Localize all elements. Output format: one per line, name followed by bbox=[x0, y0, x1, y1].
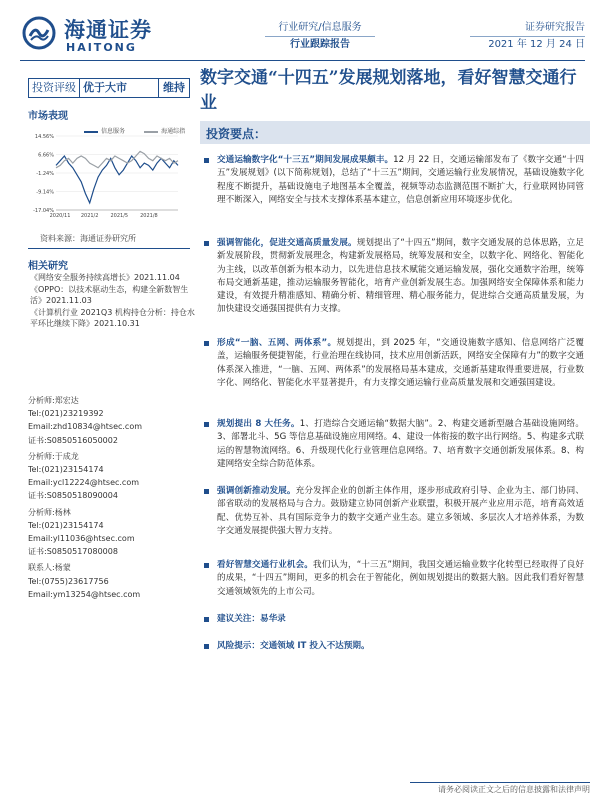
contact-name: 联系人:杨蒙 bbox=[28, 563, 71, 573]
report-category bbox=[265, 20, 375, 53]
key-point-paragraph bbox=[204, 485, 584, 538]
analyst-email[interactable]: Email:ycl12224@htsec.com bbox=[28, 478, 140, 488]
key-point-lead: 规划提出 8 大任务。 bbox=[217, 419, 300, 429]
market-chart bbox=[28, 130, 198, 222]
analyst-cert: 证书:S0850517080008 bbox=[28, 547, 118, 557]
header-divider bbox=[20, 60, 585, 61]
analyst-tel: Tel:(021)23154174 bbox=[28, 520, 104, 530]
bullet-icon bbox=[204, 644, 209, 649]
key-point-lead: 形成“一脑、五网、两体系”。 bbox=[217, 338, 337, 348]
y-tick-label: 6.66% bbox=[38, 152, 54, 159]
risk-warning bbox=[204, 640, 584, 653]
analyst-cert: 证书:S0850516050002 bbox=[28, 435, 118, 445]
logo-chinese-name: 海通证券 bbox=[64, 17, 152, 42]
report-title: 数字交通“十四五”发展规划落地，看好智慧交通行业 bbox=[200, 68, 577, 113]
key-point-body: 充分发挥企业的创新主体作用，逐步形成政府引导、企业为主、部门协同、部省联动的发展格局与合力。鼓励建立协同创新产业联盟，积极开展产业应用示范，培育高效适配、优势互补、具有国际竞争力的数字交通产业生态。建立多领域、多层次人才培养体系，为数字交通发展提供强大智力支持。 bbox=[217, 486, 584, 536]
bullet-icon bbox=[204, 158, 209, 163]
key-point-lead: 交通运输数字化“十三五”期间发展成果颇丰。 bbox=[217, 155, 394, 165]
y-tick-label: -17.04% bbox=[33, 208, 54, 214]
legend-haitong-index: 海通综指 bbox=[161, 128, 186, 135]
key-point-body: 1、打造综合交通运输“数据大脑”。2、构建交通新型融合基础设施网络。3、部署北斗、5G 等信息基础设施应用网络。4、建设一体衔接的数字出行网络。5、构建多式联运的智慧物流网络。6、升级现代化行业管理信息网络。7、培育数字交通创新发展体系。8、构建网络安全综合防范体系。 bbox=[217, 419, 585, 469]
y-tick-label: 14.56% bbox=[34, 134, 54, 140]
key-point-body: 12 月 22 日，交通运输部发布了《数字交通“十四五”发展规划》(以下简称规划)，总结了“十三五”期间，交通运输行业发展情况，基础设施数字化程度不断提升，基础设施电子地图基本全覆盖，视频等动态监测范围不断扩大，行业联网协同管理不断深入，网络安全与技术支撑体系基本建立，信息创新应用环境逐步优化。 bbox=[217, 155, 584, 205]
analyst-name: 分析师:郑宏达 bbox=[28, 396, 79, 405]
legend-info-service: 信息服务 bbox=[101, 128, 126, 135]
risk-lead: 风险提示： bbox=[217, 641, 260, 651]
logo-english-name: HAITONG bbox=[66, 41, 137, 54]
analyst-email[interactable]: Email:zhd10834@htsec.com bbox=[28, 422, 143, 432]
contact-tel: Tel:(0755)23617756 bbox=[28, 576, 109, 586]
key-point-lead: 强调智能化，促进交通高质量发展。 bbox=[217, 238, 357, 248]
key-points-heading: 投资要点： bbox=[206, 127, 267, 141]
x-tick-label: 2021/8 bbox=[140, 213, 158, 219]
analyst-name: 分析师:杨林 bbox=[28, 507, 71, 517]
left-divider bbox=[28, 248, 190, 249]
analyst-list bbox=[28, 394, 198, 601]
bullet-icon bbox=[204, 489, 209, 494]
related-heading: 相关研究 bbox=[28, 261, 68, 272]
rating-value: 优于大市 bbox=[79, 79, 130, 97]
x-tick-label: 2020/11 bbox=[49, 213, 71, 219]
contact-email[interactable]: Email:ym13254@htsec.com bbox=[28, 589, 141, 599]
recommendation bbox=[204, 613, 584, 626]
bullet-icon bbox=[204, 422, 209, 427]
report-type: 证券研究报告 bbox=[470, 20, 585, 37]
analyst-tel: Tel:(021)23154174 bbox=[28, 465, 104, 475]
bullet-icon bbox=[204, 563, 209, 568]
rating-status: 维持 bbox=[158, 79, 189, 97]
market-heading: 市场表现 bbox=[28, 111, 68, 122]
y-tick-label: -1.24% bbox=[36, 171, 54, 177]
risk-body: 交通领域 IT 投入不达预期。 bbox=[259, 641, 370, 651]
report-date: 2021 年 12 月 24 日 bbox=[488, 39, 585, 50]
bullet-icon bbox=[204, 617, 209, 622]
key-point-lead: 看好智慧交通行业机会。 bbox=[217, 560, 314, 570]
report-series: 行业跟踪报告 bbox=[290, 39, 350, 50]
recommendation-lead: 建议关注： bbox=[217, 614, 260, 624]
key-point-paragraph bbox=[204, 559, 584, 599]
analyst-email[interactable]: Email:yl11036@htsec.com bbox=[28, 534, 135, 544]
y-tick-label: -9.14% bbox=[36, 189, 54, 196]
related-item[interactable]: 《OPPO：以技术驱动生态，构建全新数智生活》2021.11.03 bbox=[30, 285, 189, 305]
key-point-paragraph bbox=[204, 418, 584, 471]
key-point-paragraph bbox=[204, 337, 584, 390]
footer-divider bbox=[410, 782, 590, 783]
rating-label: 投资评级 bbox=[32, 81, 76, 94]
x-tick-label: 2021/5 bbox=[110, 213, 129, 219]
haitong-logo-icon bbox=[22, 16, 56, 50]
key-point-body: 我们认为，“十三五”期间，我国交通运输业数字化转型已经取得了良好的成果，“十四五”期间，更多的机会在于智能化，例如规划提出的数据大脑。因此我们看好智慧交通领域领先的上市公司。 bbox=[217, 560, 584, 597]
bullet-icon bbox=[204, 341, 209, 346]
recommended-stock: 易华录 bbox=[259, 614, 286, 624]
x-tick-label: 2021/2 bbox=[80, 213, 99, 219]
analyst-cert: 证书:S0850518090004 bbox=[28, 491, 118, 501]
key-point-lead: 强调创新推动发展。 bbox=[217, 486, 296, 496]
disclaimer: 请务必阅读正文之后的信息披露和法律声明 bbox=[438, 785, 590, 794]
key-point-paragraph bbox=[204, 154, 584, 207]
series-line-info-service bbox=[56, 156, 178, 203]
industry-category: 行业研究/信息服务 bbox=[265, 20, 375, 37]
analyst-name: 分析师:于成龙 bbox=[28, 451, 79, 461]
investment-rating bbox=[28, 78, 190, 98]
key-point-body: 规划提出，到 2025 年，“交通设施数字感知、信息网络广泛覆盖，运输服务便捷智能，行业治理在线协同，技术应用创新活跃，网络安全保障有力”的数字交通体系深入推进，“一脑、五网、两体系”的发展格局基本建成，交通新基建取得重要进展，行业数字化、网络化、智能化水平显著提升，有力支撑交通运输行业高质量发展和交通强国建设。 bbox=[217, 338, 584, 388]
bullet-icon bbox=[204, 241, 209, 246]
chart-source: 资料来源：海通证券研究所 bbox=[40, 234, 136, 243]
analyst-tel: Tel:(021)23219392 bbox=[28, 409, 104, 419]
key-point-paragraph bbox=[204, 237, 584, 317]
related-list bbox=[30, 272, 195, 330]
report-meta bbox=[470, 20, 585, 53]
related-item[interactable]: 《计算机行业 2021Q3 机构持仓分析：持仓水平环比继续下降》2021.10.31 bbox=[30, 308, 195, 328]
key-point-body: 规划提出了“十四五”期间，数字交通发展的总体思路，立足新发展阶段，贯彻新发展理念，构建新发展格局，统筹发展和安全，以数字化、网络化、智能化为主线，以改革创新为根本动力，以先进信息技术赋能交通运输发展，强化交通数字治理，统筹布局交通新基建，推动运输服务智能化，培育产业创新发展生态。加强网络安全保障体系和能力建设，有效提升精准感知、精确分析、精细管理、精心服务能力，促进综合交通高质量发展，为加快建设交通强国提供有力支撑。 bbox=[217, 238, 584, 315]
related-item[interactable]: 《网络安全服务持续高增长》2021.11.04 bbox=[30, 273, 180, 282]
haitong-logo bbox=[22, 14, 162, 56]
